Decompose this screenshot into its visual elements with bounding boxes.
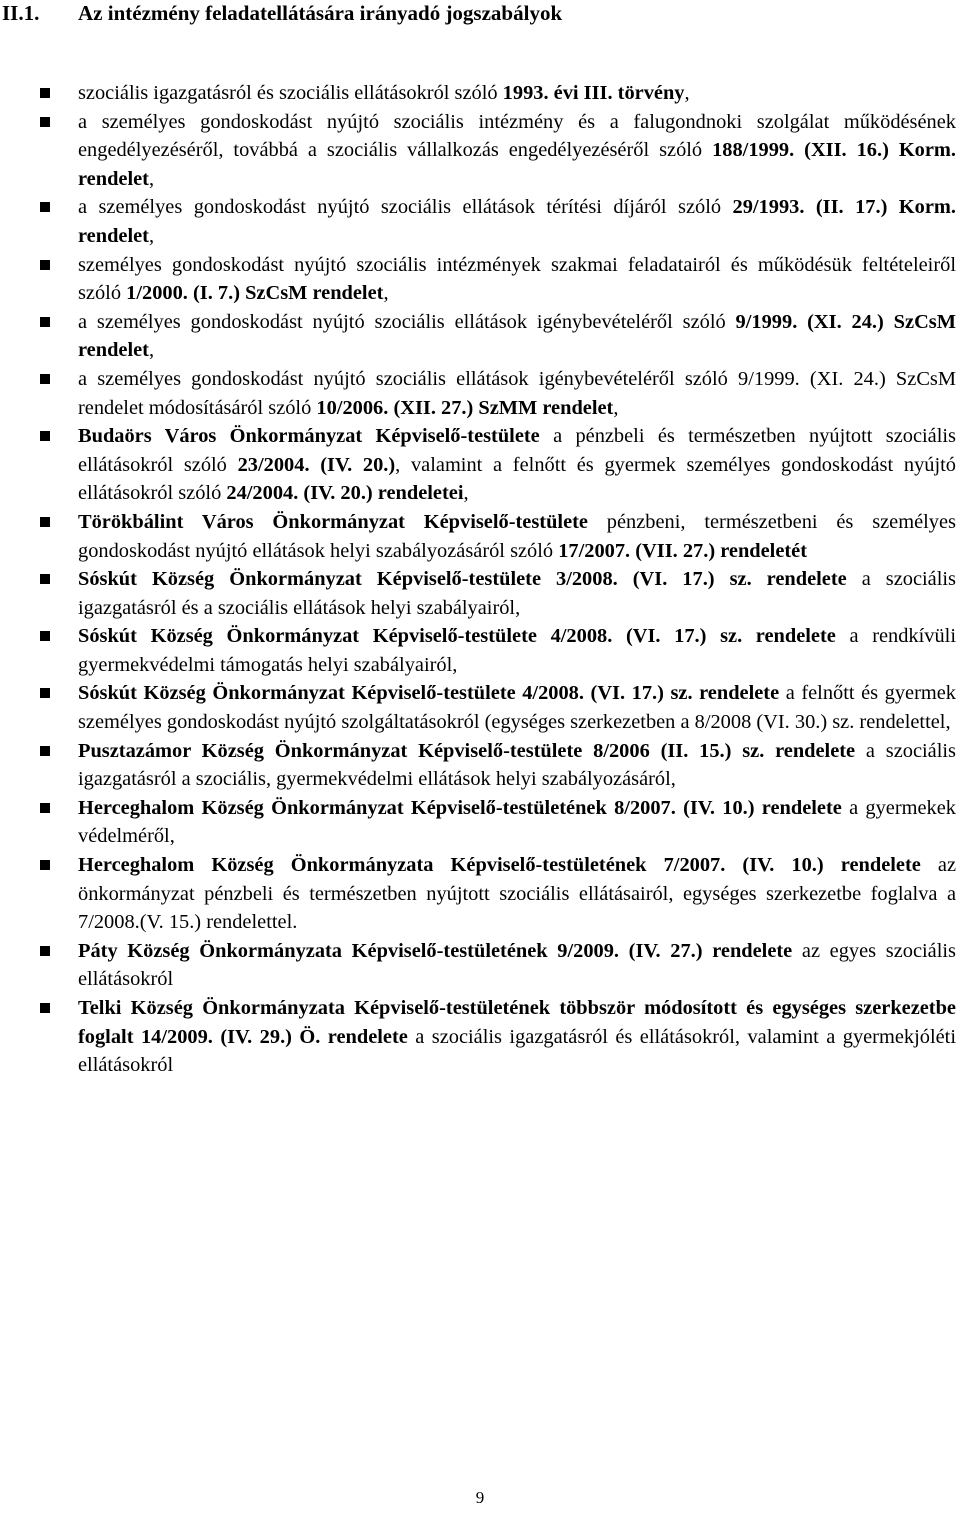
square-bullet-icon [40,260,50,270]
list-item-bold-text: 29/1993. (II. 17.) Korm. rendelet [78,196,956,247]
list-item-bold-text: Törökbálint Város Önkormányzat Képviselő-testülete [78,510,588,533]
square-bullet-icon [40,431,50,441]
list-item [0,365,960,422]
square-bullet-icon [40,803,50,813]
list-item-bold-text: 188/1999. (XII. 16.) Korm. rendelet [78,139,957,190]
list-item [0,794,960,851]
list-item-bold-text: Telki Község Önkormányzata Képviselő-testületének többször módosított és egységes szerkezetbe foglalt 14/2009. (IV. 29.) Ö. rendelete [78,997,956,1048]
list-item-bold-text: Herceghalom Község Önkormányzata Képviselő-testületének 7/2007. (IV. 10.) rendelete [78,854,921,877]
list-item-text: , [148,167,155,190]
square-bullet-icon [40,688,50,698]
list-item [0,508,960,565]
list-item-bold-text: Herceghalom Község Önkormányzat Képviselő-testületének 8/2007. (IV. 10.) rendelete [78,796,842,819]
list-item-text: , [148,224,155,247]
list-item-bold-text: 24/2004. (IV. 20.) rendeletei [226,482,464,505]
square-bullet-icon [40,946,50,956]
list-item-text: a pénzbeli és természetben nyújtott szociális ellátásokról szóló [78,425,956,476]
list-item-text: személyes gondoskodást nyújtó szociális intézmények szakmai feladatairól és működésük feltételeiről szóló [78,253,956,305]
list-item [0,937,960,994]
section-number: II.1. [2,1,40,25]
list-item-bold-text: Budaörs Város Önkormányzat Képviselő-testülete [78,425,540,448]
list-item-text: a személyes gondoskodást nyújtó szociális ellátások igénybevételéről szóló [78,310,736,333]
list-item-text: a felnőtt és gyermek személyes gondoskodást nyújtó szolgáltatásokról (egységes szerkezetben a 8/2008 (VI. 30.) sz. rendelettel, [78,682,956,734]
square-bullet-icon [40,517,50,527]
list-item-text: a szociális igazgatásról és ellátásokról, valamint a gyermekjóléti ellátásokról [78,1025,956,1077]
list-item [0,308,960,365]
list-item-text: pénzbeni, természetbeni és személyes gondoskodást nyújtó ellátások helyi szabályozásáról szóló [78,510,956,562]
list-item-text: az egyes szociális ellátásokról [78,939,956,991]
square-bullet-icon [40,202,50,212]
square-bullet-icon [40,1003,50,1013]
list-item-bold-text: Pusztazámor Község Önkormányzat Képviselő-testülete 8/2006 (II. 15.) sz. rendelete [78,739,856,762]
list-item-text: az önkormányzat pénzbeli és természetben nyújtott szociális ellátásairól, egységes szerkezetbe foglalva a 7/2008.(V. 15.) rendelettel. [78,854,957,934]
page-number: 9 [475,1488,485,1507]
list-item-bold-text: 9/1999. (XI. 24.) SzCsM rendelet [78,310,956,362]
list-item-text: a szociális igazgatásról és a szociális ellátások helyi szabályairól, [78,568,956,619]
list-item [0,737,960,794]
list-item-text: a rendkívüli gyermekvédelmi támogatás helyi szabályairól, [78,625,957,676]
list-item [0,851,960,937]
list-item [0,565,960,622]
list-item [0,422,960,508]
list-item-text: , [148,339,155,362]
square-bullet-icon [40,317,50,327]
list-item-text: , [463,482,469,505]
list-item-text: , [383,282,389,305]
square-bullet-icon [40,746,50,756]
list-item-bold-text: 1/2000. (I. 7.) SzCsM rendelet [126,282,384,305]
list-item-bold-text: 23/2004. (IV. 20.) [237,453,396,476]
list-item [0,251,960,308]
square-bullet-icon [40,374,50,384]
list-item-bold-text: 1993. évi III. törvény [502,82,685,104]
square-bullet-icon [40,574,50,584]
list-item-bold-text: 10/2006. (XII. 27.) SzMM rendelet [316,396,614,419]
list-item-bold-text: Sóskút Község Önkormányzat Képviselő-testülete 4/2008. (VI. 17.) sz. rendelete [78,625,836,648]
list-item-text: a szociális igazgatásról a szociális, gyermekvédelmi ellátások helyi szabályozásáról, [78,739,956,791]
square-bullet-icon [40,117,50,127]
list-item-text: a személyes gondoskodást nyújtó szociális ellátások igénybevételéről szóló 9/1999. (XI. 24.) SzCsM rendelet módosításáról szóló [78,367,956,419]
section-heading [0,0,960,28]
list-item [0,79,960,108]
list-item [0,679,960,736]
list-item [0,108,960,194]
list-item [0,622,960,679]
square-bullet-icon [40,88,50,98]
list-item-text: a személyes gondoskodást nyújtó szociális ellátások térítési díjáról szóló [78,196,733,219]
square-bullet-icon [40,631,50,641]
list-item-bold-text: Sóskút Község Önkormányzat Képviselő-testülete 3/2008. (VI. 17.) sz. rendelete [78,568,847,591]
list-item-text: a gyermekek védelméről, [78,796,956,848]
legislation-list [0,79,960,1080]
square-bullet-icon [40,860,50,870]
list-item-bold-text: Páty Község Önkormányzata Képviselő-testületének 9/2009. (IV. 27.) rendelete [78,939,793,962]
list-item-text: , [613,396,619,419]
list-item-text: , valamint a felnőtt és gyermek személyes gondoskodást nyújtó ellátásokról szóló [78,453,956,505]
list-item-bold-text: Sóskút Község Önkormányzat Képviselő-testülete 4/2008. (VI. 17.) sz. rendelete [78,682,780,705]
list-item-text: , [684,82,690,104]
section-title: Az intézmény feladatellátására irányadó jogszabályok [78,1,563,25]
list-item-bold-text: 17/2007. (VII. 27.) rendeletét [558,539,808,562]
list-item [0,193,960,250]
list-item-text: szociális igazgatásról és szociális ellátásokról szóló [78,82,503,104]
list-item [0,994,960,1080]
list-item-text: a személyes gondoskodást nyújtó szociális intézmény és a falugondnoki szolgálat működésének engedélyezéséről, továbbá a szociális vállalkozás engedélyezéséről szóló [78,110,956,162]
